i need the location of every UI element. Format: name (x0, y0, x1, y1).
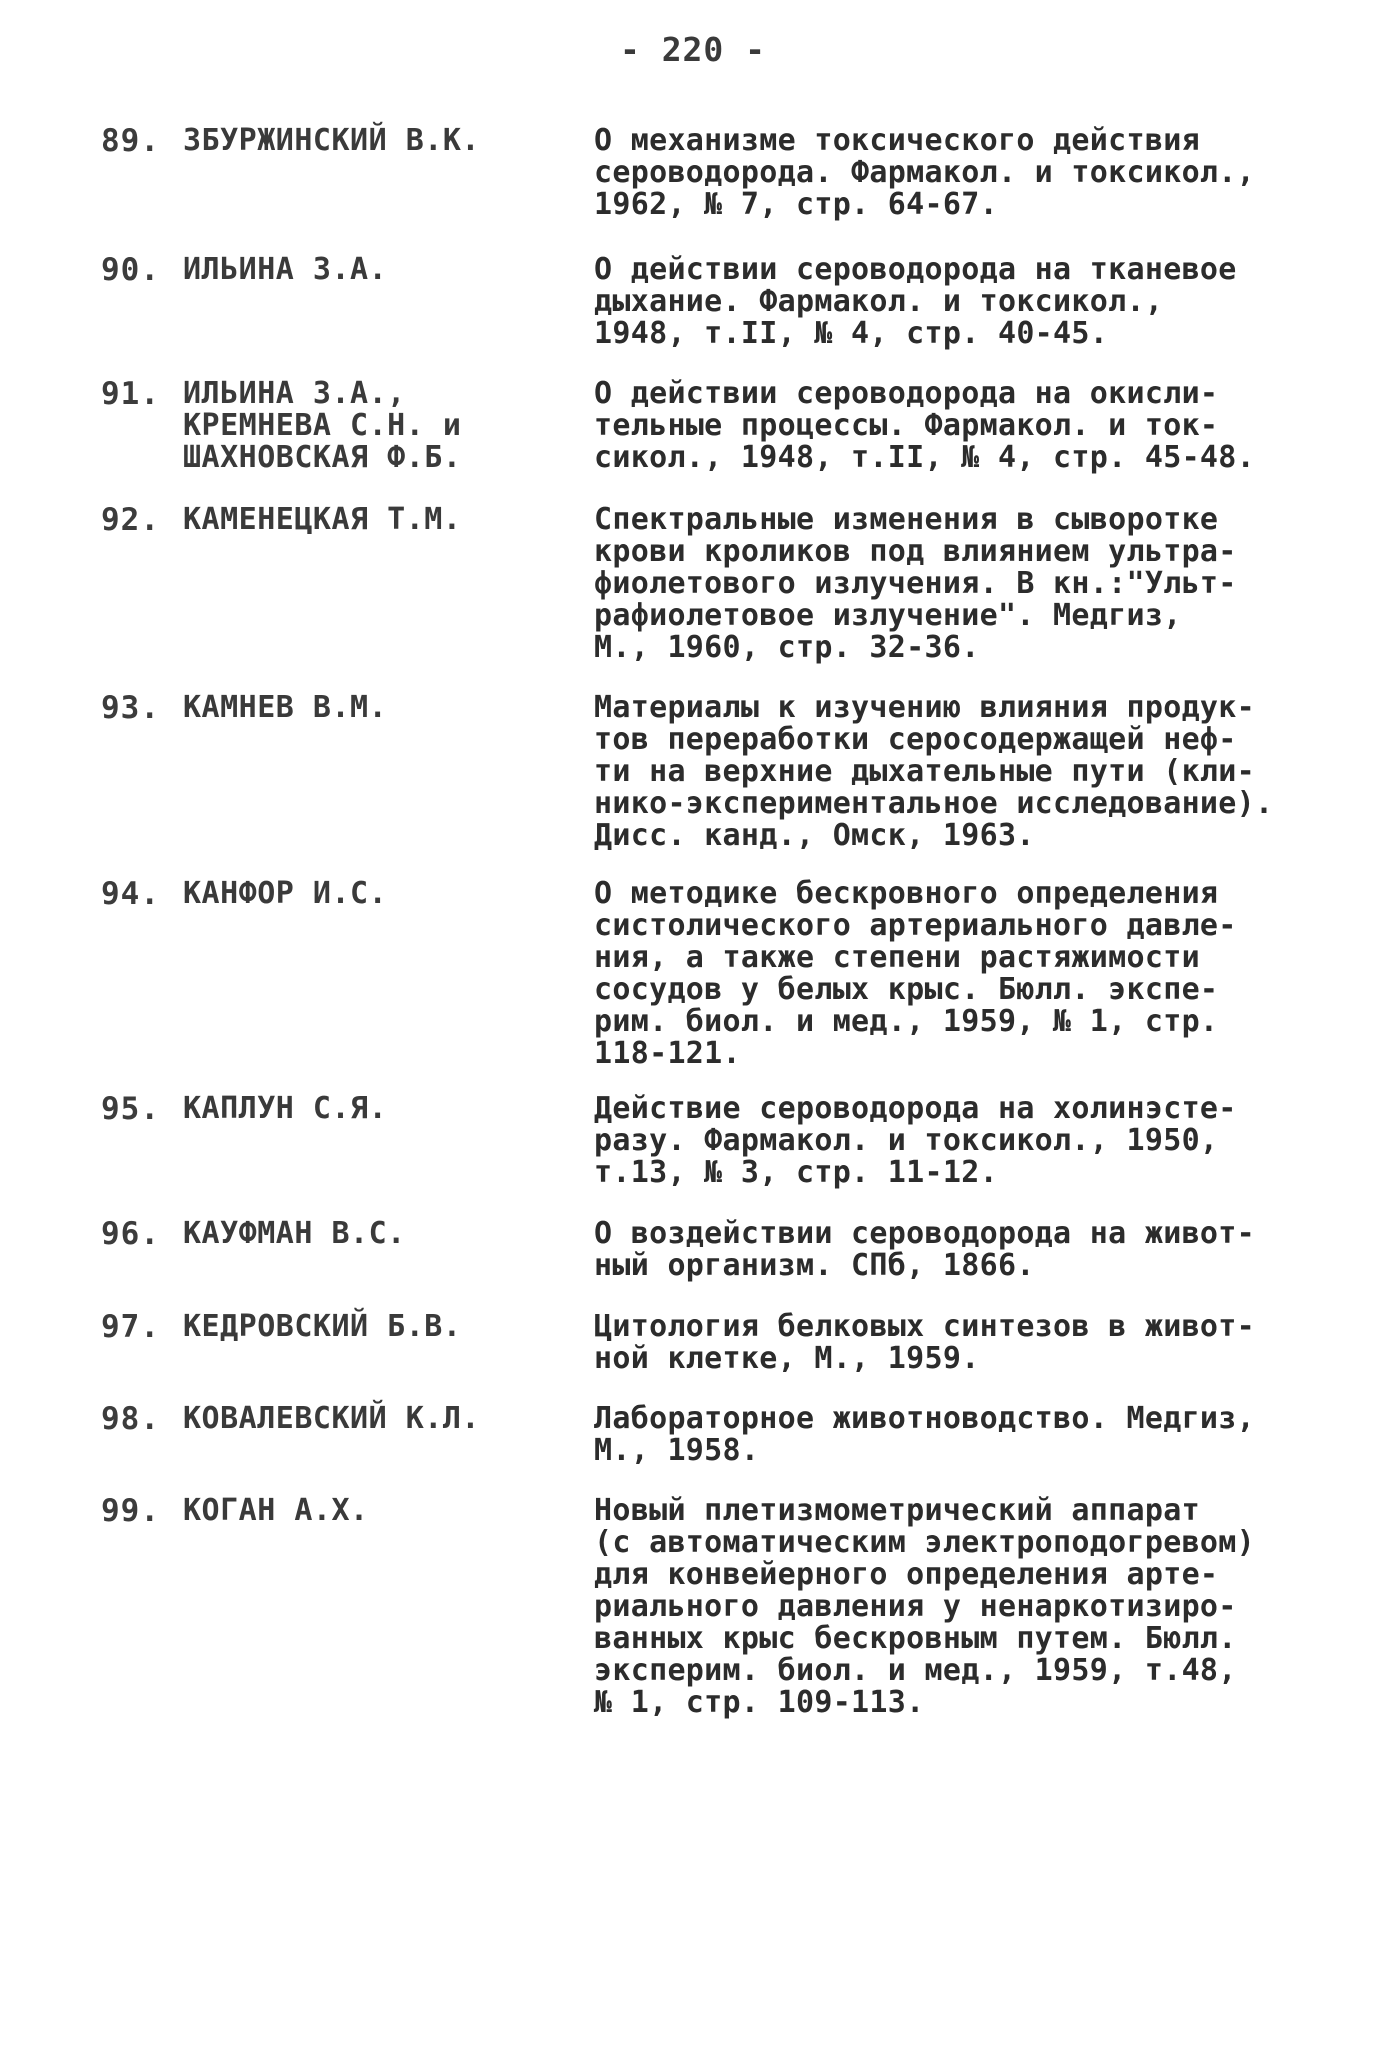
entry-author: КЕДРОВСКИЙ Б.В. (183, 1309, 462, 1344)
entry-author: ИЛЬИНА З.А. (183, 252, 388, 287)
entry-citation: Лабораторное животноводство. Медгиз, М., 1958. (594, 1401, 1256, 1468)
entry-citation: О воздействии сероводорода на живот- ный организм. СПб, 1866. (594, 1216, 1256, 1283)
entry-citation: Материалы к изучению влияния продук- тов переработки серосодержащей неф- ти на верхние дыхательные пути (кли- нико-экспериментальное исследование). Дисс. канд., Омск, 1963. (594, 690, 1274, 853)
entry-number: 95. (101, 1091, 160, 1127)
entry-number: 97. (101, 1309, 160, 1345)
entry-citation: Действие сероводорода на холинэсте- разу. Фармакол. и токсикол., 1950, т.13, № 3, стр. 11-12. (594, 1091, 1237, 1190)
entry-author: ИЛЬИНА З.А., КРЕМНЕВА С.Н. и ШАХНОВСКАЯ Ф.Б. (183, 376, 462, 475)
entry-citation: О методике бескровного определения систолического артериального давле- ния, а также степени растяжимости сосудов у белых крыс. Бюлл. экспе- рим. биол. и мед., 1959, № 1, стр. 118-121. (594, 876, 1237, 1071)
entry-citation: О действии сероводорода на тканевое дыхание. Фармакол. и токсикол., 1948, т.II, № 4, стр. 40-45. (594, 252, 1237, 351)
entry-number: 98. (101, 1401, 160, 1437)
entry-number: 92. (101, 502, 160, 538)
entry-citation: Новый плетизмометрический аппарат (с автоматическим электроподогревом) для конвейерного определения арте- риального давления у ненаркотизиро- ванных крыс бескровным путем. Бюлл. эксперим. биол. и мед., 1959, т.48, № 1, стр. 109-113. (594, 1493, 1256, 1720)
entry-author: КАНФОР И.С. (183, 876, 388, 911)
entry-citation: Цитология белковых синтезов в живот- ной клетке, М., 1959. (594, 1309, 1256, 1376)
entry-citation: О действии сероводорода на окисли- тельные процессы. Фармакол. и ток- сикол., 1948, т.II, № 4, стр. 45-48. (594, 376, 1256, 475)
entry-author: КОГАН А.Х. (183, 1493, 369, 1528)
entry-number: 99. (101, 1493, 160, 1529)
entry-number: 90. (101, 252, 160, 288)
entry-citation: О механизме токсического действия сероводорода. Фармакол. и токсикол., 1962, № 7, стр. 64-67. (594, 123, 1256, 222)
entry-number: 89. (101, 123, 160, 159)
entry-number: 93. (101, 690, 160, 726)
entry-author: ЗБУРЖИНСКИЙ В.К. (183, 123, 480, 158)
entry-author: КАМЕНЕЦКАЯ Т.М. (183, 502, 462, 537)
entry-author: КАУФМАН В.С. (183, 1216, 406, 1251)
entry-author: КАМНЕВ В.М. (183, 690, 388, 725)
page-number: - 220 - (619, 30, 767, 69)
entry-number: 96. (101, 1216, 160, 1252)
entry-author: КОВАЛЕВСКИЙ К.Л. (183, 1401, 480, 1436)
entry-number: 94. (101, 876, 160, 912)
entry-number: 91. (101, 376, 160, 412)
entry-author: КАПЛУН С.Я. (183, 1091, 388, 1126)
entry-citation: Спектральные изменения в сыворотке крови кроликов под влиянием ультра- фиолетового излучения. В кн.:"Ульт- рафиолетовое излучение". Медгиз, М., 1960, стр. 32-36. (594, 502, 1237, 665)
